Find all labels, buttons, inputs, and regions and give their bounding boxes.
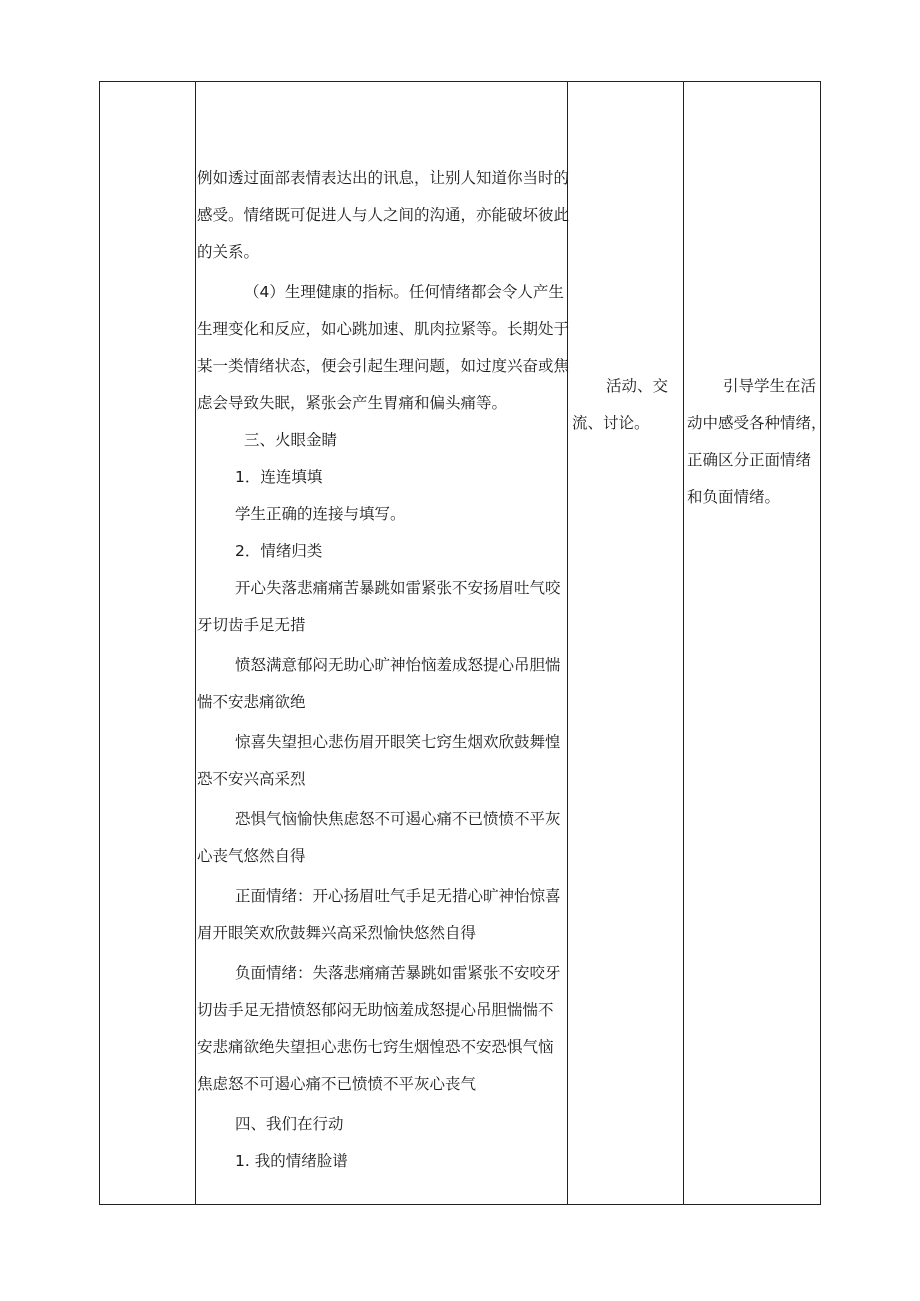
intent-line: 正确区分正面情绪 <box>687 451 812 469</box>
intent-line: 引导学生在活 <box>723 377 817 395</box>
content-line: 例如透过面部表情表达出的讯息，让别人知道你当时的 <box>197 169 570 187</box>
column-divider-2 <box>567 82 568 1204</box>
content-line: 恐不安兴高采烈 <box>197 770 306 788</box>
activity-line: 流、讨论。 <box>572 414 650 432</box>
content-line: 惴不安悲痛欲绝 <box>197 693 306 711</box>
lesson-plan-table <box>99 81 827 1205</box>
intent-line: 和负面情绪。 <box>687 488 781 506</box>
negative-emotions-line: 负面情绪：失落悲痛痛苦暴跳如雷紧张不安咬牙 <box>235 964 561 982</box>
intent-line: 动中感受各种情绪， <box>687 414 827 432</box>
content-line: 心丧气悠然自得 <box>197 847 306 865</box>
content-line: 恐惧气恼愉快焦虑怒不可遏心痛不已愤愤不平灰 <box>235 810 561 828</box>
positive-emotions-line: 正面情绪：开心扬眉吐气手足无措心旷神怡惊喜 <box>235 887 561 905</box>
empty-first-column <box>100 82 195 1204</box>
content-line: 的关系。 <box>197 243 260 261</box>
activity-line: 活动、交 <box>606 377 669 395</box>
content-line: 牙切齿手足无措 <box>197 616 306 634</box>
subsection-heading: 1．连连填填 <box>235 468 323 486</box>
subsection-heading: 1. 我的情绪脸谱 <box>235 1152 348 1170</box>
content-line: 虑会导致失眠，紧张会产生胃痛和偏头痛等。 <box>197 394 508 412</box>
negative-emotions-line: 切齿手足无措愤怒郁闷无助恼羞成怒提心吊胆惴惴不 <box>197 1001 554 1019</box>
student-activity-cell <box>572 368 680 442</box>
content-line: 生理变化和反应，如心跳加速、肌肉拉紧等。长期处于 <box>197 320 570 338</box>
subsection-heading: 2．情绪归类 <box>235 542 323 560</box>
content-line: （4）生理健康的指标。任何情绪都会令人产生 <box>244 283 564 301</box>
column-divider-1 <box>195 82 196 1204</box>
positive-emotions-line: 眉开眼笑欢欣鼓舞兴高采烈愉快悠然自得 <box>197 924 477 942</box>
content-line: 惊喜失望担心悲伤眉开眼笑七窍生烟欢欣鼓舞惶 <box>235 733 561 751</box>
column-divider-3 <box>683 82 684 1204</box>
design-intent-cell <box>687 368 827 516</box>
content-line: 愤怒满意郁闷无助心旷神怡恼羞成怒提心吊胆惴 <box>235 656 561 674</box>
content-line: 感受。情绪既可促进人与人之间的沟通，亦能破坏彼此 <box>197 206 570 224</box>
content-line: 某一类情绪状态，便会引起生理问题，如过度兴奋或焦 <box>197 357 570 375</box>
content-line: 学生正确的连接与填写。 <box>235 505 406 523</box>
section-heading: 三、火眼金睛 <box>244 431 338 449</box>
teaching-content-cell <box>197 160 570 1180</box>
section-heading: 四、我们在行动 <box>235 1115 344 1133</box>
negative-emotions-line: 焦虑怒不可遏心痛不已愤愤不平灰心丧气 <box>197 1075 477 1093</box>
negative-emotions-line: 安悲痛欲绝失望担心悲伤七窍生烟惶恐不安恐惧气恼 <box>197 1038 554 1056</box>
content-line: 开心失落悲痛痛苦暴跳如雷紧张不安扬眉吐气咬 <box>235 579 561 597</box>
